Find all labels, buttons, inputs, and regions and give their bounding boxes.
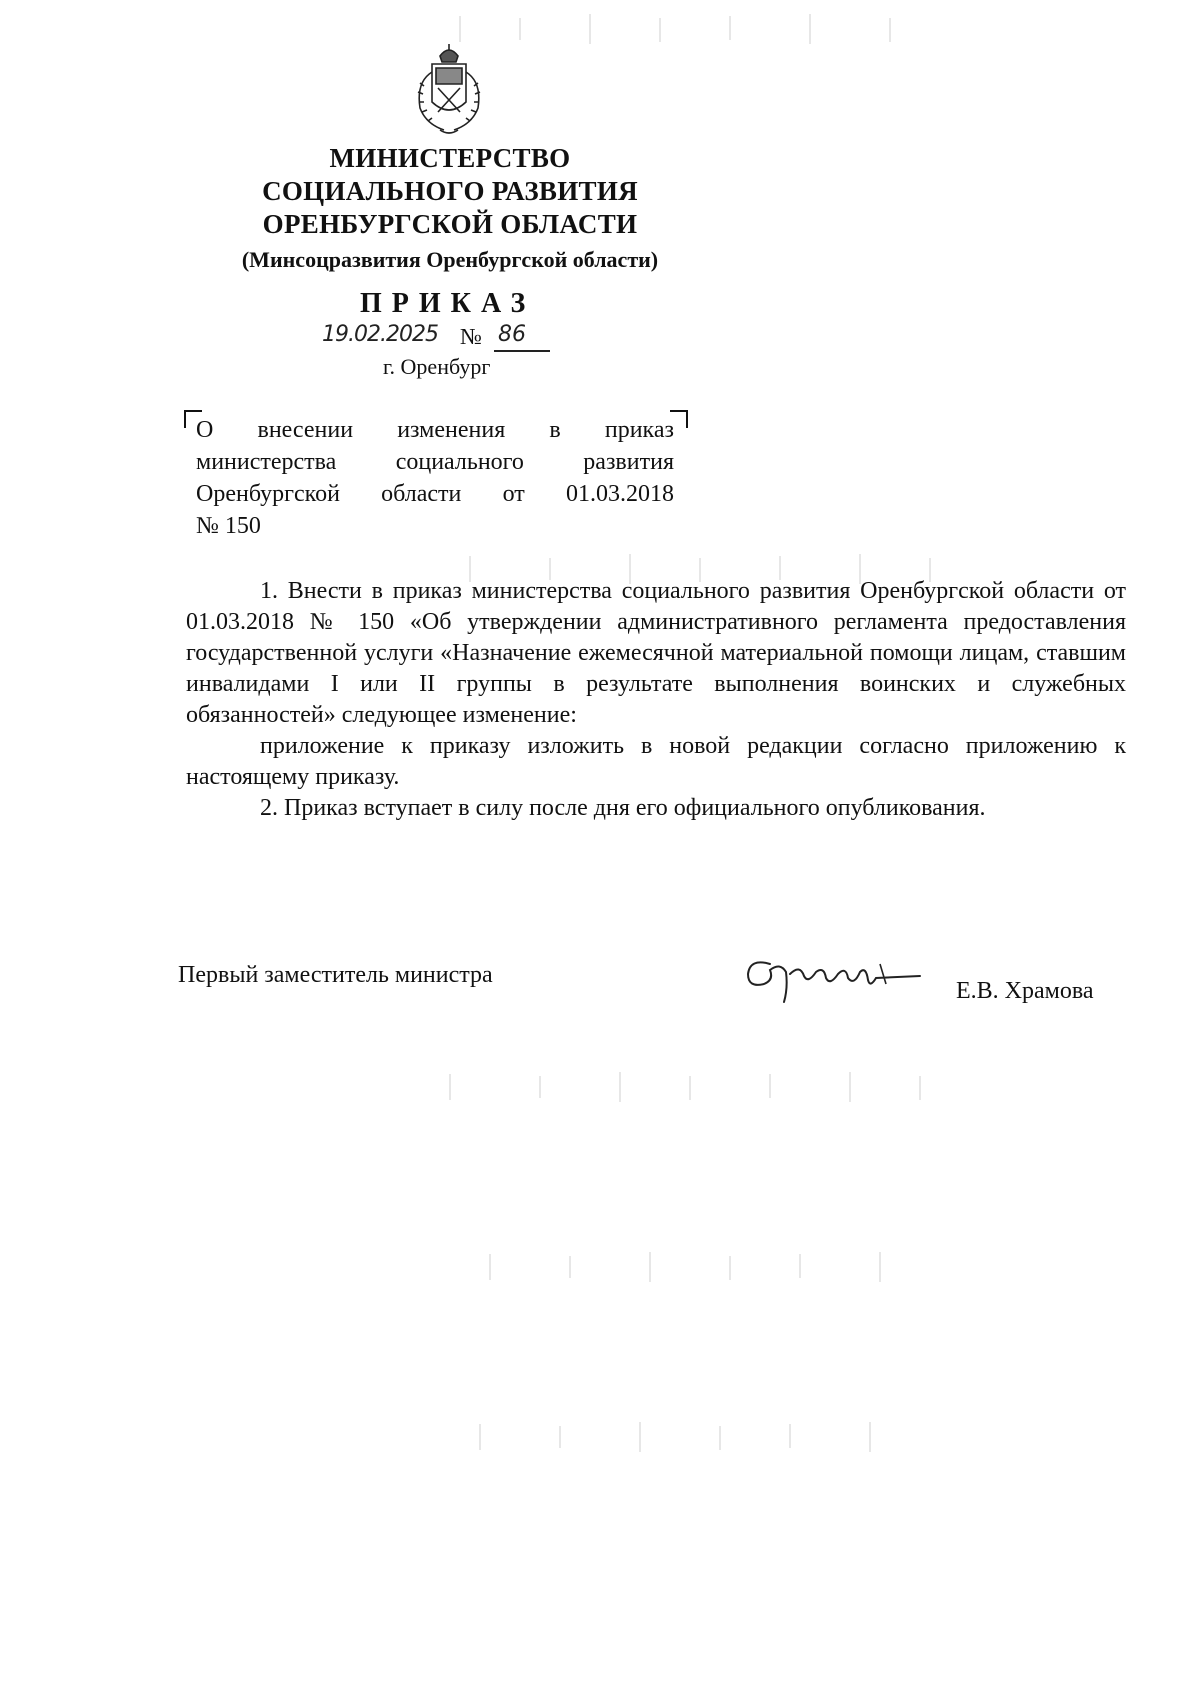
body-paragraph-2: приложение к приказу изложить в новой редакции согласно приложению к настоящему приказу.	[186, 733, 1126, 790]
signatory-name: Е.В. Храмова	[956, 978, 1094, 1004]
order-date-number	[322, 322, 552, 354]
subject-word: О	[196, 417, 214, 443]
subject-word: социального	[395, 449, 524, 475]
order-date: 19.02.2025	[322, 322, 438, 347]
subject-corner-right	[670, 410, 688, 428]
scan-artifact	[430, 1070, 950, 1104]
subject-word: приказ	[604, 417, 674, 443]
ministry-header	[150, 142, 750, 277]
order-number-sign: №	[460, 324, 482, 349]
subject-line	[196, 414, 674, 446]
subject-word: развития	[583, 449, 674, 475]
ministry-name-line1: МИНИСТЕРСТВО	[329, 143, 571, 173]
order-number: 86	[498, 322, 526, 347]
subject-word: изменения	[397, 417, 506, 443]
order-city: г. Оренбург	[383, 354, 491, 379]
signatory-position: Первый заместитель министра	[178, 962, 493, 988]
subject-line	[196, 510, 674, 542]
subject-word: от	[502, 481, 525, 507]
body-paragraph-1: 1. Внести в приказ министерства социального развития Оренбургской области от 01.03.2018 № 150 «Об утверждении административного регламента предоставления государственной услуги «Назначение ежемесячной материальной помощи лицам, ставшим инвалидами I или II группы в результате выполнения воинских и служебных обязанностей» следующее изменение:	[186, 578, 1126, 728]
order-subject	[196, 414, 674, 542]
subject-word: министерства	[196, 449, 337, 475]
subject-word: внесении	[257, 417, 354, 443]
ministry-name-line3: ОРЕНБУРГСКОЙ ОБЛАСТИ	[262, 209, 638, 239]
order-number-underline	[494, 350, 550, 352]
ministry-short-name: (Минсоцразвития Оренбургской области)	[241, 247, 659, 272]
order-body	[186, 576, 1126, 824]
ministry-name-line2: СОЦИАЛЬНОГО РАЗВИТИЯ	[262, 176, 638, 206]
scan-artifact	[430, 12, 950, 46]
orenburg-coat-of-arms-icon	[410, 42, 488, 138]
scan-artifact	[430, 1250, 950, 1284]
subject-word: 01.03.2018	[565, 481, 674, 507]
subject-line	[196, 478, 674, 510]
handwritten-signature	[730, 944, 930, 1008]
subject-word: Оренбургской	[196, 481, 340, 507]
subject-line	[196, 446, 674, 478]
signature-block	[178, 956, 1128, 1026]
subject-word: № 150	[196, 513, 261, 539]
subject-word: области	[381, 481, 462, 507]
subject-corner-left	[184, 410, 202, 428]
subject-word: в	[549, 417, 561, 443]
order-title: ПРИКАЗ	[360, 288, 536, 319]
scan-artifact	[430, 1420, 950, 1454]
body-paragraph-3: 2. Приказ вступает в силу после дня его официального опубликования.	[260, 795, 986, 821]
